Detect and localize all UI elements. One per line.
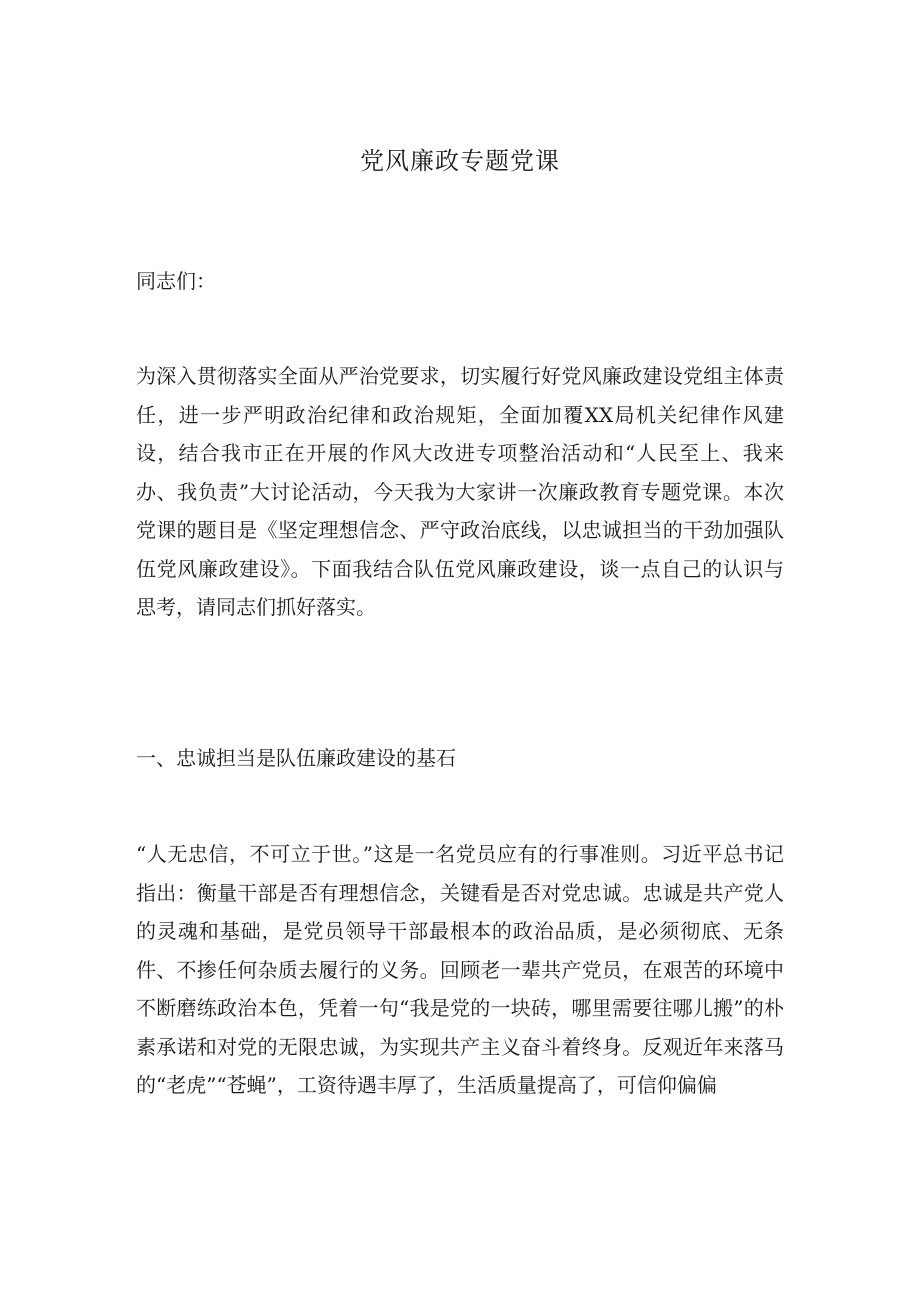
document-title: 党风廉政专题党课 bbox=[360, 147, 560, 175]
section-heading-1: 一、忠诚担当是队伍廉政建设的基石 bbox=[136, 746, 456, 770]
intro-paragraph: 为深入贯彻落实全面从严治党要求，切实履行好党风廉政建设党组主体责任，进一步严明政治纪律和政治规矩，全面加覆XX局机关纪律作风建设，结合我市正在开展的作风大改进专项整治活动和“人民至上、我来办、我负责”大讨论活动，今天我为大家讲一次廉政教育专题党课。本次党课的题目是《坚定理想信念、严守政治底线，以忠诚担当的干劲加强队伍党风廉政建设》。下面我结合队伍党风廉政建设，谈一点自己的认识与思考，请同志们抓好落实。 bbox=[136, 364, 784, 619]
salutation: 同志们： bbox=[136, 269, 216, 293]
section-1-paragraph: “人无忠信，不可立于世。”这是一名党员应有的行事准则。习近平总书记指出：衡量干部是否有理想信念，关键看是否对党忠诚。忠诚是共产党人的灵魂和基础，是党员领导干部最根本的政治品质，是必须彻底、无条件、不掺任何杂质去履行的义务。回顾老一辈共产党员，在艰苦的环境中不断磨练政治本色，凭着一句“我是党的一块砖，哪里需要往哪儿搬”的朴素承诺和对党的无限忠诚，为实现共产主义奋斗着终身。反观近年来落马的“老虎”“苍蝇”，工资待遇丰厚了，生活质量提高了，可信仰偏偏 bbox=[136, 842, 784, 1097]
